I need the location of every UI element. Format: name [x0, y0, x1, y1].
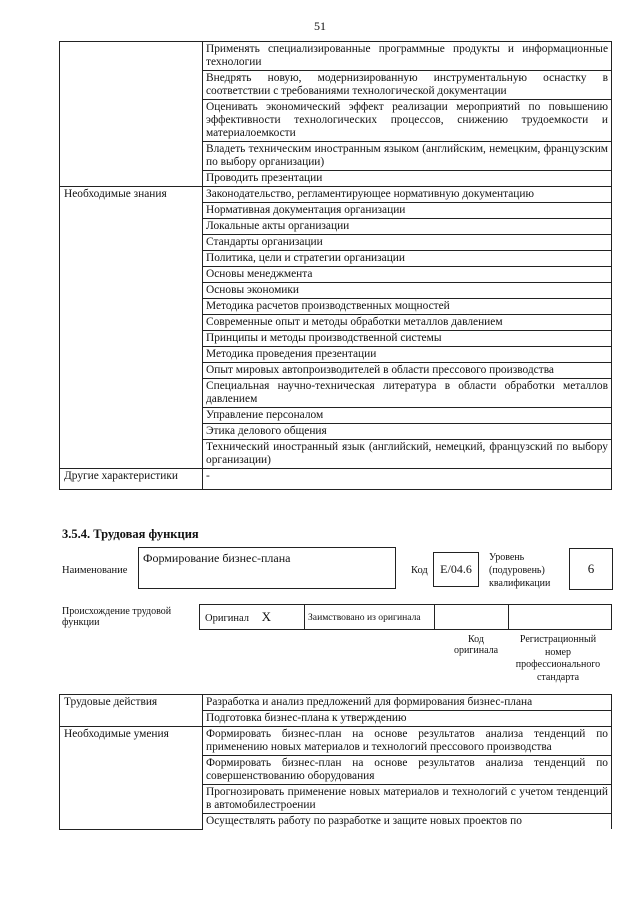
- knowledge-item: Методика проведения презентации: [203, 347, 612, 363]
- knowledge-item: Стандарты организации: [203, 235, 612, 251]
- table-row: [60, 42, 612, 71]
- original-cell: [200, 605, 305, 630]
- qualification-level-box: [569, 548, 613, 590]
- code-box: [433, 552, 479, 587]
- code-original-caption: Код оригинала: [453, 634, 499, 656]
- skill-item: Оценивать экономический эффект реализации мероприятий по повышению эффективности технологических процессов, снижению трудоемкости и материалоемкости: [203, 100, 612, 142]
- skill-item: Владеть техническим иностранным языком (английским, немецким, французским по выбору организации): [203, 142, 612, 171]
- knowledge-item: Основы экономики: [203, 283, 612, 299]
- section-title: 3.5.4. Трудовая функция: [62, 527, 199, 541]
- function-name: Формирование бизнес-плана: [143, 551, 291, 565]
- knowledge-item: Основы менеджмента: [203, 267, 612, 283]
- knowledge-item: Методика расчетов производственных мощностей: [203, 299, 612, 315]
- table-row: [60, 727, 612, 756]
- action-item: Разработка и анализ предложений для формирования бизнес-плана: [203, 695, 612, 711]
- origin-label: Происхождение трудовой функции: [62, 606, 172, 628]
- table-row: [60, 469, 612, 490]
- page-number: 51: [314, 19, 326, 33]
- knowledge-item: Опыт мировых автопроизводителей в области прессового производства: [203, 363, 612, 379]
- knowledge-item: Этика делового общения: [203, 424, 612, 440]
- knowledge-item: Технический иностранный язык (английский, немецкий, французский по выбору организации): [203, 440, 612, 469]
- skill-item: Формировать бизнес-план на основе результатов анализа тенденций по совершенствованию оборудования: [203, 756, 612, 785]
- skills-label: Необходимые умения: [60, 727, 203, 830]
- skill-item: Формировать бизнес-план на основе результатов анализа тенденций по применению новых материалов и технологий прессового производства: [203, 727, 612, 756]
- code-label: Код: [411, 565, 428, 576]
- competency-table-top: [59, 41, 612, 490]
- knowledge-item: Локальные акты организации: [203, 219, 612, 235]
- origin-table: [199, 604, 612, 630]
- knowledge-item: Принципы и методы производственной системы: [203, 331, 612, 347]
- table-row: [60, 187, 612, 203]
- name-label: Наименование: [62, 565, 128, 576]
- original-label: Оригинал: [205, 612, 249, 624]
- knowledge-item: Управление персоналом: [203, 408, 612, 424]
- skill-item: Внедрять новую, модернизированную инструментальную оснастку в соответствии с требованиями технологической документации: [203, 71, 612, 100]
- table-row: [200, 605, 612, 630]
- name-box: [138, 547, 396, 589]
- other-characteristics-value: -: [203, 469, 612, 490]
- skills-label-cell: [60, 42, 203, 187]
- knowledge-item: Нормативная документация организации: [203, 203, 612, 219]
- knowledge-item: Специальная научно-техническая литература в области обработки металлов давлением: [203, 379, 612, 408]
- original-mark: X: [261, 608, 272, 624]
- knowledge-label: Необходимые знания: [60, 187, 203, 469]
- knowledge-item: Законодательство, регламентирующее нормативную документацию: [203, 187, 612, 203]
- skill-item: Прогнозировать применение новых материалов и технологий с учетом тенденций в автомобилестроении: [203, 785, 612, 814]
- qualification-level-label: Уровень (подуровень) квалификации: [489, 552, 551, 589]
- actions-label: Трудовые действия: [60, 695, 203, 727]
- qualification-level-value: 6: [587, 561, 595, 576]
- reg-number-caption: Регистрационный номер профессионального стандарта: [515, 634, 601, 683]
- skill-item: Проводить презентации: [203, 171, 612, 187]
- other-characteristics-label: Другие характеристики: [60, 469, 203, 490]
- skill-item: Осуществлять работу по разработке и защите новых проектов по: [203, 814, 612, 830]
- code-original-cell: [435, 605, 509, 630]
- reg-number-cell: [509, 605, 612, 630]
- knowledge-item: Современные опыт и методы обработки металлов давлением: [203, 315, 612, 331]
- action-item: Подготовка бизнес-плана к утверждению: [203, 711, 612, 727]
- skill-item: Применять специализированные программные продукты и информационные технологии: [203, 42, 612, 71]
- competency-table-bottom: [59, 694, 612, 830]
- table-row: [60, 695, 612, 711]
- borrowed-label: Заимствовано из оригинала: [305, 605, 435, 630]
- code-value: E/04.6: [440, 562, 472, 576]
- knowledge-item: Политика, цели и стратегии организации: [203, 251, 612, 267]
